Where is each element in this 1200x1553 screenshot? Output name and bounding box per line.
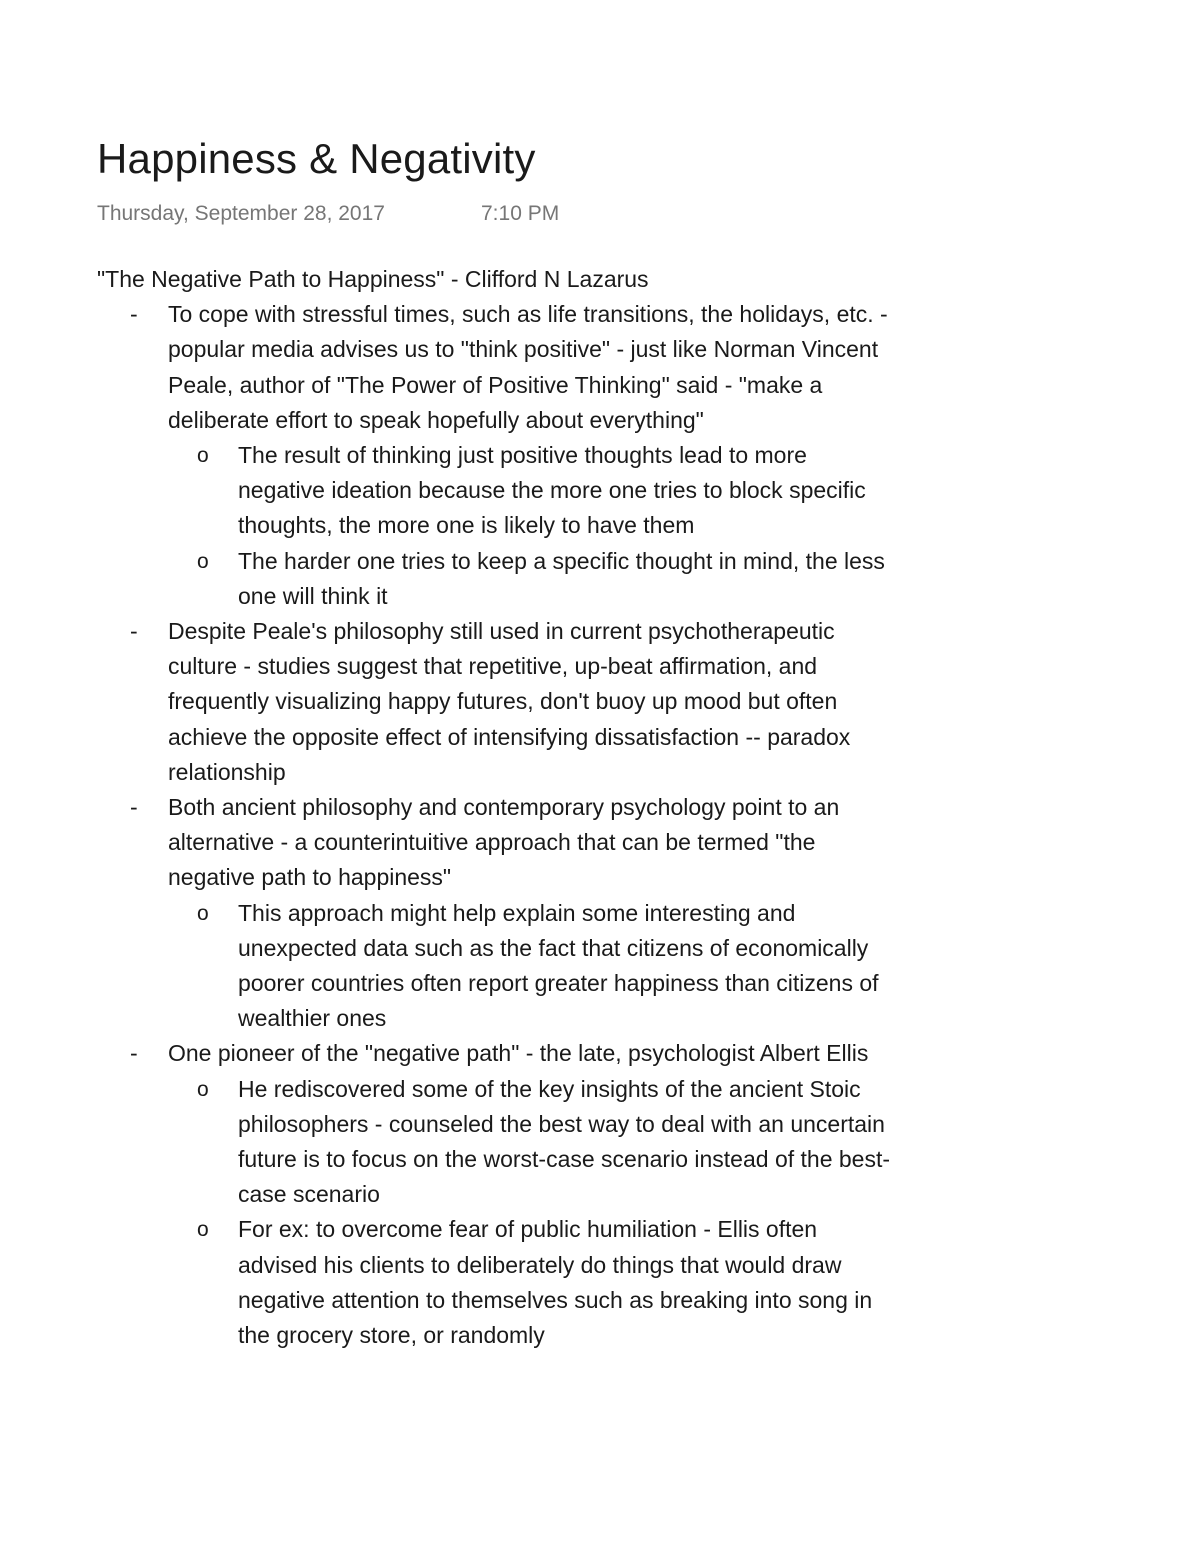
sub-bullet-list	[168, 1072, 897, 1354]
list-item-text: To cope with stressful times, such as life transitions, the holidays, etc. - popular media advises us to "think positive" - just like Norman Vincent Peale, author of "The Power of Positive Thinking" said - "make a deliberate effort to speak hopefully about everything"	[168, 301, 888, 433]
sub-list-item-text: He rediscovered some of the key insights of the ancient Stoic philosophers - counseled the best way to deal with an uncertain future is to focus on the worst-case scenario instead of the best-case scenario	[238, 1075, 891, 1208]
sub-list-item-text: This approach might help explain some interesting and unexpected data such as the fact that citizens of economically poorer countries often report greater happiness than citizens of wealthier ones	[238, 899, 879, 1032]
note-time: 7:10 PM	[481, 202, 560, 225]
sub-bullet-list	[168, 438, 897, 614]
list-item	[97, 1036, 897, 1353]
dash-bullet-icon: -	[130, 301, 138, 328]
circle-bullet-icon: o	[197, 1077, 209, 1101]
circle-bullet-icon: o	[197, 901, 209, 925]
dash-bullet-icon: -	[130, 618, 138, 645]
dash-bullet-icon: -	[130, 1040, 138, 1067]
sub-list-item	[168, 1212, 897, 1353]
sub-list-item-text: The result of thinking just positive thoughts lead to more negative ideation because the more one tries to block specific thoughts, the more one is likely to have them	[238, 442, 866, 539]
bullet-list	[97, 297, 897, 1353]
sub-list-item	[168, 544, 897, 614]
sub-list-item	[168, 1072, 897, 1213]
circle-bullet-icon: o	[197, 549, 209, 573]
note-timestamp	[97, 200, 560, 228]
list-item	[97, 790, 897, 1036]
list-item	[97, 297, 897, 614]
list-item-text: One pioneer of the "negative path" - the late, psychologist Albert Ellis	[168, 1040, 869, 1067]
section-heading: "The Negative Path to Happiness" - Clifford N Lazarus	[97, 266, 649, 292]
dash-bullet-icon: -	[130, 794, 138, 821]
page-title: Happiness & Negativity	[97, 135, 536, 182]
circle-bullet-icon: o	[197, 444, 209, 468]
circle-bullet-icon: o	[197, 1218, 209, 1242]
note-date: Thursday, September 28, 2017	[97, 202, 385, 225]
note-body	[97, 262, 897, 1438]
list-item-text: Despite Peale's philosophy still used in current psychotherapeutic culture - studies suggest that repetitive, up-beat affirmation, and frequently visualizing happy futures, don't buoy up mood but often achieve the opposite effect of intensifying dissatisfaction -- paradox relationship	[168, 618, 851, 785]
list-item	[97, 614, 897, 790]
list-item-text: Both ancient philosophy and contemporary psychology point to an alternative - a counterintuitive approach that can be termed "the negative path to happiness"	[168, 794, 840, 891]
sub-bullet-list	[168, 896, 897, 1037]
sub-list-item	[168, 438, 897, 544]
sub-list-item-text: The harder one tries to keep a specific thought in mind, the less one will think it	[238, 547, 885, 609]
sub-list-item	[168, 896, 897, 1037]
sub-list-item-text: For ex: to overcome fear of public humiliation - Ellis often advised his clients to deliberately do things that would draw negative attention to themselves such as breaking into song in the grocery store, or randomly	[238, 1216, 873, 1349]
